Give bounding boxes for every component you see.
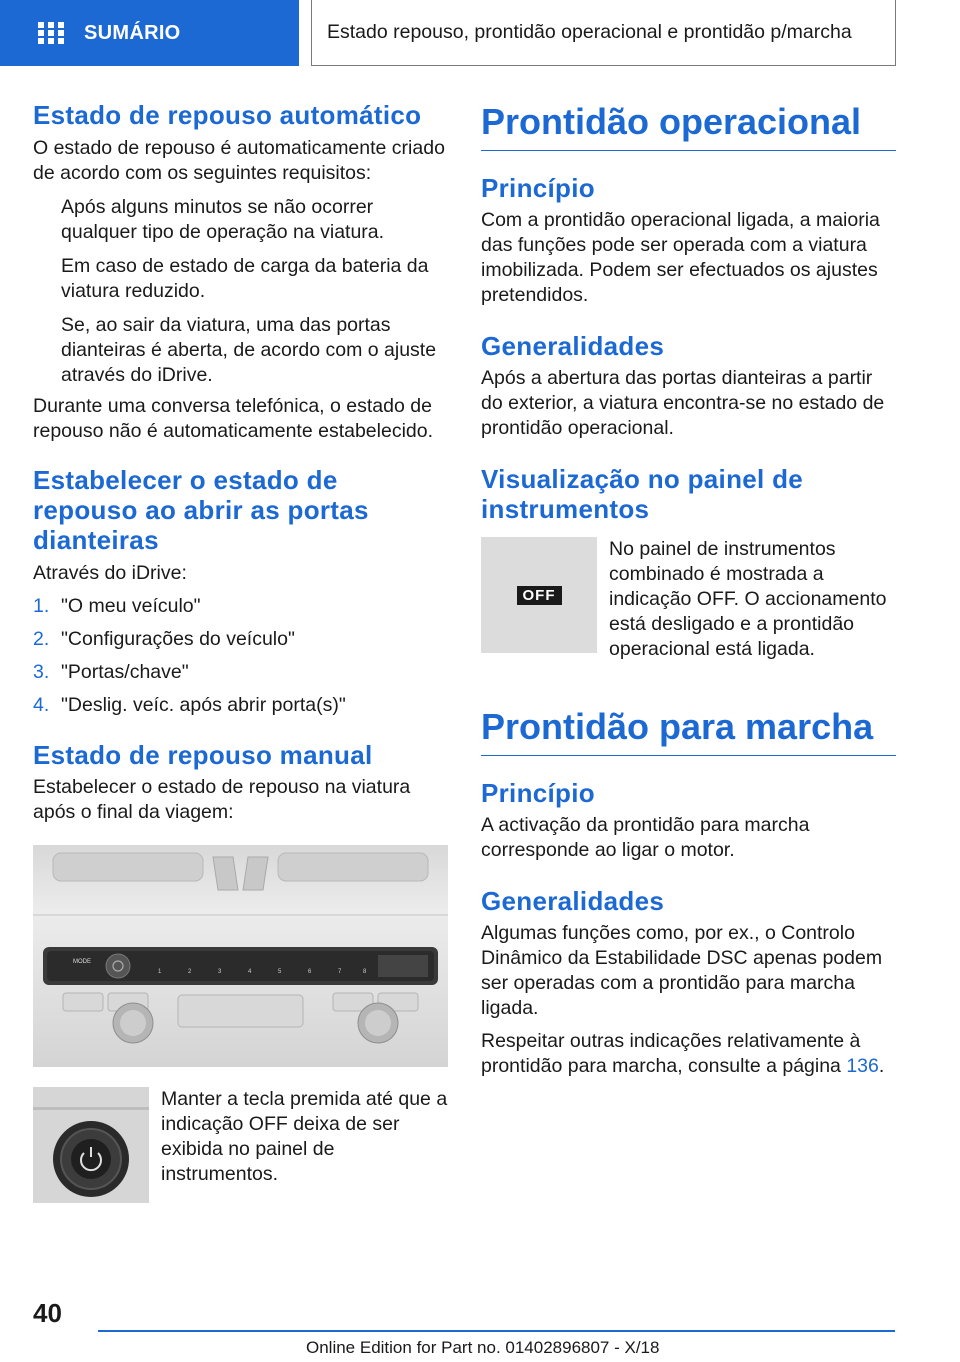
svg-text:2: 2	[188, 969, 192, 975]
footer-edition: Online Edition for Part no. 01402896807 - X/18	[306, 1338, 660, 1357]
chapter-ready: Prontidão operacional	[481, 100, 896, 151]
drive-note: Respeitar outras indicações relativamente à prontidão para marcha, consulte a página 136.	[481, 1030, 885, 1077]
toc-button[interactable]	[0, 0, 299, 66]
general-ready-text: Após a abertura das portas dianteiras a partir do exterior, a viatura encontra-se no estado de prontidão operacional.	[481, 367, 885, 439]
heading-general-ready: Generalidades	[481, 331, 665, 361]
doors-intro: Através do iDrive:	[33, 562, 187, 584]
console-image	[33, 845, 448, 1067]
svg-text:6: 6	[308, 969, 312, 975]
auto-rest-note: Durante uma conversa telefónica, o estado de repouso não é automaticamente estabelecido.	[33, 395, 434, 442]
svg-text:4: 4	[248, 969, 252, 975]
display-figure-row	[481, 537, 896, 662]
general-drive-text: Algumas funções como, por ex., o Controlo Dinâmico da Estabilidade DSC apenas podem ser operadas com a prontidão para marcha ligada.	[481, 922, 883, 1019]
footer-divider	[98, 1330, 895, 1332]
step-item: 1. "O meu veículo"	[33, 595, 201, 617]
off-indicator: OFF	[517, 586, 562, 605]
power-knob-illustration	[33, 1087, 149, 1203]
section-title-box	[311, 0, 896, 66]
center-console-illustration	[33, 845, 448, 1067]
svg-text:3: 3	[218, 969, 222, 975]
manual-caption: Manter a tecla premida até que a indicação OFF deixa de ser exibida no painel de instrumentos.	[161, 1088, 448, 1185]
display-text: No painel de instrumentos combinado é mostrada a indicação OFF. O accionamento está desligado e a prontidão operacional está ligada.	[609, 538, 887, 660]
grid-menu-icon	[38, 22, 64, 44]
power-knob-image	[33, 1087, 149, 1203]
page-link[interactable]: 136	[846, 1055, 879, 1077]
principle-drive-text: A activação da prontidão para marcha corresponde ao ligar o motor.	[481, 814, 810, 861]
chapter-drive: Prontidão para marcha	[481, 705, 896, 756]
mode-label: MODE	[73, 959, 91, 965]
doors-steps	[33, 594, 448, 718]
left-column	[33, 100, 448, 1203]
heading-display: Visualização no painel de instrumentos	[481, 464, 804, 524]
list-item	[33, 313, 448, 388]
off-display-image	[481, 537, 597, 653]
manual-figure-row	[33, 1087, 448, 1203]
page-header	[0, 0, 960, 66]
bullet-text: Em caso de estado de carga da bateria da viatura reduzido.	[61, 255, 429, 302]
heading-manual-rest: Estado de repouso manual	[33, 740, 373, 770]
heading-doors-rest: Estabelecer o estado de repouso ao abrir as portas dianteiras	[33, 465, 369, 555]
bullet-text: Após alguns minutos se não ocorrer qualquer tipo de operação na viatura.	[61, 196, 385, 243]
principle-ready-text: Com a prontidão operacional ligada, a maioria das funções pode ser operada com a viatura imobilizada. Podem ser efectuados os ajustes pretendidos.	[481, 209, 880, 306]
heading-principle-ready: Princípio	[481, 173, 595, 203]
svg-text:7: 7	[338, 969, 342, 975]
right-column	[481, 100, 896, 1079]
bullet-text: Se, ao sair da viatura, uma das portas dianteiras é aberta, de acordo com o ajuste através do iDrive.	[61, 314, 437, 386]
auto-rest-list	[33, 195, 448, 388]
auto-rest-intro: O estado de repouso é automaticamente criado de acordo com os seguintes requisitos:	[33, 137, 445, 184]
heading-general-drive: Generalidades	[481, 886, 665, 916]
heading-principle-drive: Princípio	[481, 778, 595, 808]
svg-text:8: 8	[363, 969, 367, 975]
manual-intro: Estabelecer o estado de repouso na viatura após o final da viagem:	[33, 776, 411, 823]
svg-text:1: 1	[158, 969, 162, 975]
list-item	[33, 195, 448, 245]
section-title: Estado repouso, prontidão operacional e prontidão p/marcha	[327, 21, 852, 43]
list-item	[33, 254, 448, 304]
page-number: 40	[33, 1298, 62, 1328]
toc-label: SUMÁRIO	[84, 21, 181, 44]
heading-auto-rest: Estado de repouso automático	[33, 100, 422, 130]
step-item: 2. "Configurações do veículo"	[33, 628, 295, 650]
step-item: 3. "Portas/chave"	[33, 661, 189, 683]
svg-text:5: 5	[278, 969, 282, 975]
step-item: 4. "Deslig. veíc. após abrir porta(s)"	[33, 694, 346, 716]
